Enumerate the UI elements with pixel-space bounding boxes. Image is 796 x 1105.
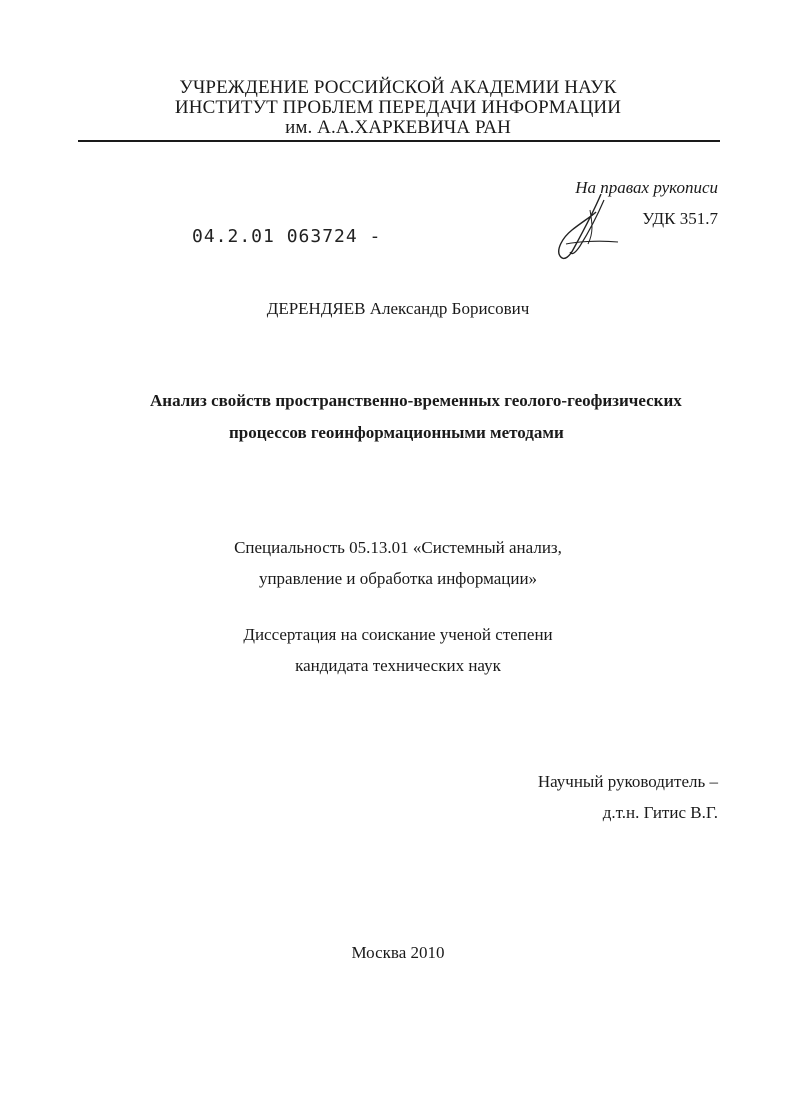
author-name: ДЕРЕНДЯЕВ Александр Борисович [266,299,530,318]
institution-header [0,78,796,138]
institution-line-3: им. А.А.ХАРКЕВИЧА РАН [285,117,511,138]
header-divider [78,140,720,142]
advisor-name: д.т.н. Гитис В.Г. [602,803,718,822]
institution-line-2: ИНСТИТУТ ПРОБЛЕМ ПЕРЕДАЧИ ИНФОРМАЦИИ [174,97,622,118]
city-year: Москва 2010 [351,943,445,962]
institution-line-1: УЧРЕЖДЕНИЕ РОССИЙСКОЙ АКАДЕМИИ НАУК [179,77,617,98]
degree-statement [0,619,796,681]
scientific-advisor [538,766,718,828]
specialty [0,532,796,594]
degree-statement-line-2: кандидата технических наук [295,656,501,675]
thesis-title-line-2: процессов геоинформационными методами [229,423,564,442]
manuscript-rights-note: На правах рукописи [575,178,718,197]
thesis-title-line-1: Анализ свойств пространственно-временных геолого-геофизических [150,391,682,410]
archive-stamp-number: 04.2.01 063724 - [192,226,382,247]
degree-statement-line-1: Диссертация на соискание ученой степени [243,625,553,644]
specialty-line-2: управление и обработка информации» [258,569,538,588]
advisor-label: Научный руководитель – [537,772,718,791]
udc-code: УДК 351.7 [642,209,718,228]
specialty-line-1: Специальность 05.13.01 «Системный анализ, [234,538,562,557]
handwritten-signature [546,186,626,266]
